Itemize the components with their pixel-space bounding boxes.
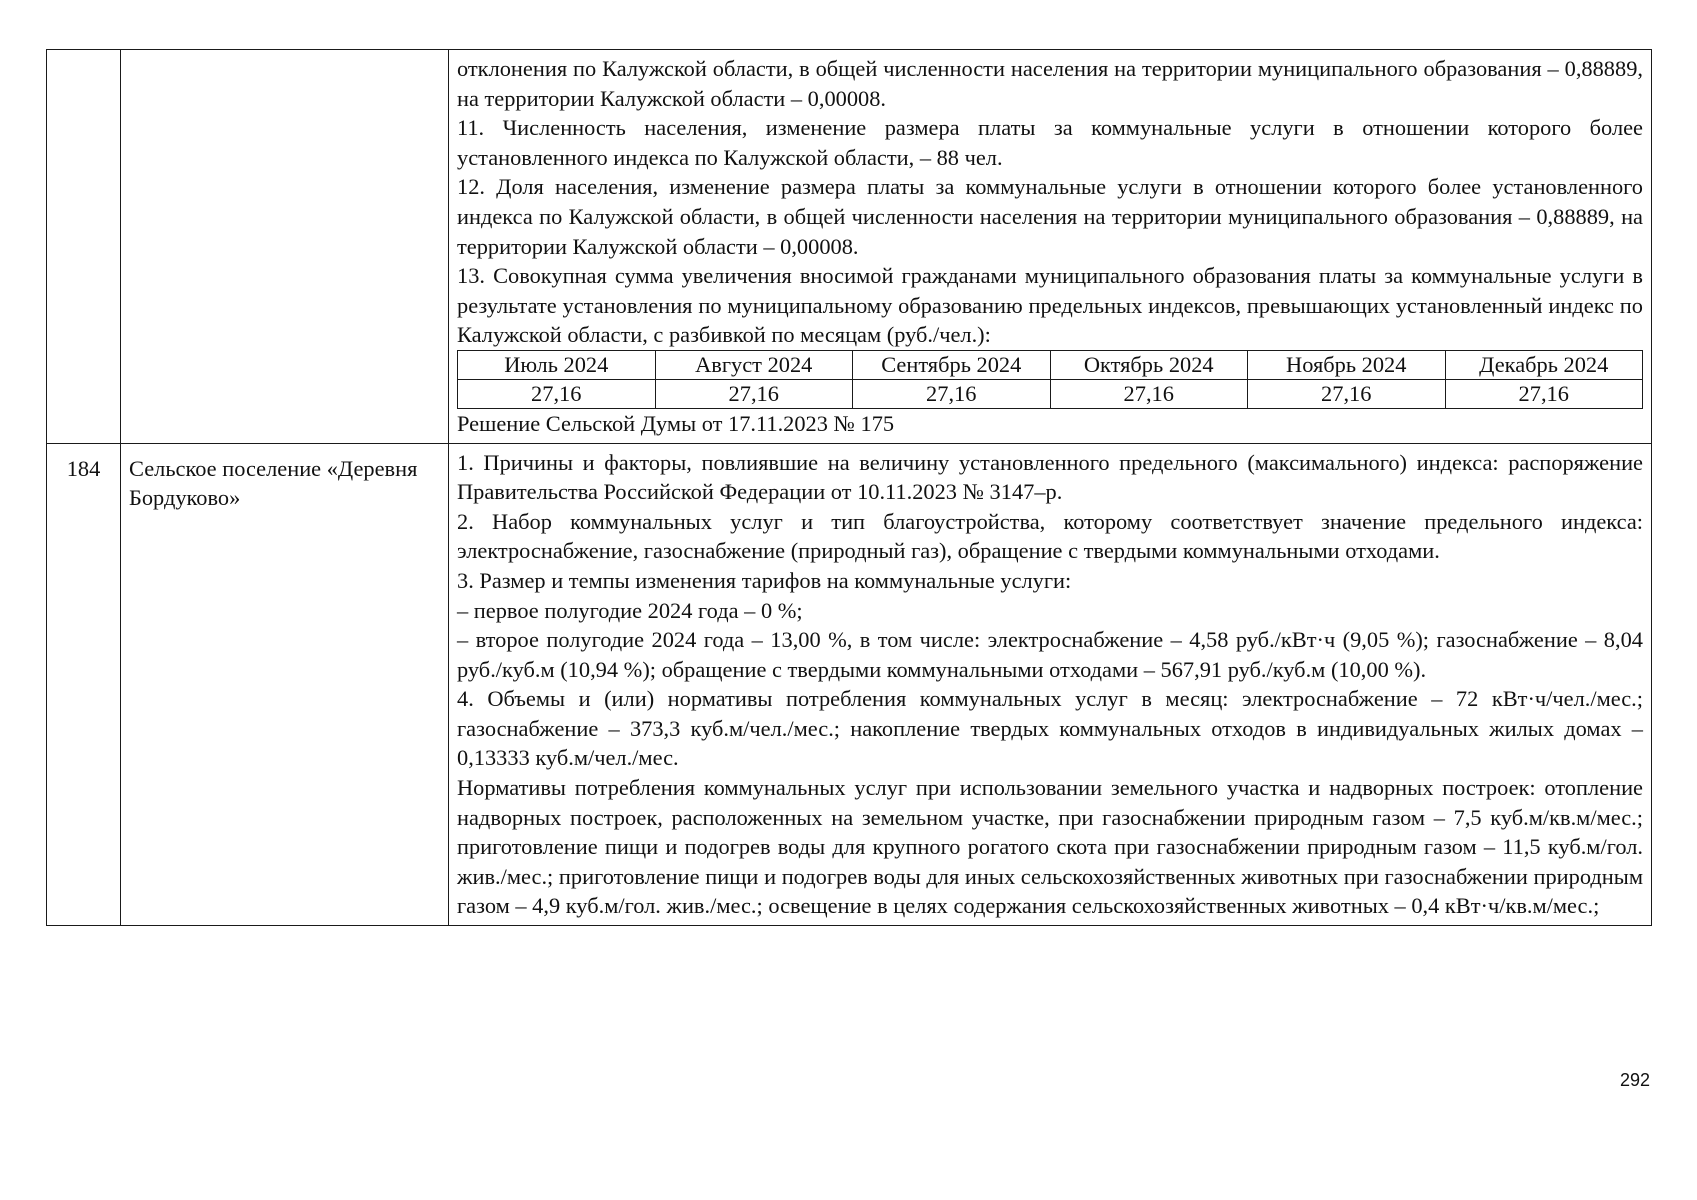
month-header: Август 2024 (655, 350, 853, 379)
months-value-row (458, 379, 1643, 408)
paragraph: Нормативы потребления коммунальных услуг при использовании земельного участка и надворных построек: отопление надворных построек, расположенных на земельном участке, при газоснабжении природным газом – 7,5 куб.м/кв.м/мес.; приготовление пищи и подогрев воды для крупного рогатого скота при газоснабжении природным газом – 11,5 куб.м/гол. жив./мес.; приготовление пищи и подогрев воды для иных сельскохозяйственных животных при газоснабжении природным газом – 4,9 куб.м/гол. жив./мес.; освещение в целях содержания сельскохозяйственных животных – 0,4 кВт·ч/кв.м/мес.; (457, 775, 1643, 919)
table-row (47, 50, 1652, 444)
month-value: 27,16 (1248, 379, 1446, 408)
row-number-cell (47, 50, 121, 444)
page-number: 292 (1620, 1070, 1651, 1090)
paragraph: отклонения по Калужской области, в общей численности населения на территории муниципального образования – 0,88889, на территории Калужской области – 0,00008. (457, 56, 1643, 111)
month-value: 27,16 (1050, 379, 1248, 408)
paragraph: – второе полугодие 2024 года – 13,00 %, в том числе: электроснабжение – 4,58 руб./кВт·ч (9,05 %); газоснабжение – 8,04 руб./куб.м (10,94 %); обращение с твердыми коммунальными отходами – 567,91 руб./куб.м (10,00 %). (457, 627, 1643, 682)
month-header: Ноябрь 2024 (1248, 350, 1446, 379)
paragraph: 11. Численность населения, изменение размера платы за коммунальные услуги в отношении которого более установленного индекса по Калужской области, – 88 чел. (457, 115, 1643, 170)
indices-table (46, 49, 1652, 926)
paragraph: 3. Размер и темпы изменения тарифов на коммунальные услуги: (457, 567, 1072, 593)
month-header: Октябрь 2024 (1050, 350, 1248, 379)
paragraph: 4. Объемы и (или) нормативы потребления коммунальных услуг в месяц: электроснабжение – 72 кВт·ч/чел./мес.; газоснабжение – 373,3 куб.м/чел./мес.; накопление твердых коммунальных отходов в индивидуальных жилых домах – 0,13333 куб.м/чел./мес. (457, 686, 1643, 771)
paragraph: 2. Набор коммунальных услуг и тип благоустройства, которому соответствует значение предельного индекса: электроснабжение, газоснабжение (природный газ), обращение с твердыми коммунальными отходами. (457, 508, 1643, 564)
decision-text: Решение Сельской Думы от 17.11.2023 № 175 (457, 410, 895, 436)
paragraph: 1. Причины и факторы, повлиявшие на величину установленного предельного (максимального) индекса: распоряжение Правительства Российской Федерации от 10.11.2023 № 3147–р. (457, 449, 1643, 505)
municipality-name-cell: Сельское поселение «Деревня Бордуково» (121, 443, 449, 926)
months-header-row (458, 350, 1643, 379)
table-row (47, 443, 1652, 926)
month-value: 27,16 (458, 379, 656, 408)
paragraph: 13. Совокупная сумма увеличения вносимой гражданами муниципального образования платы за коммунальные услуги в результате установления по муниципальному образованию предельных индексов, превышающих установленный индекс по Калужской области, с разбивкой по месяцам (руб./чел.): (457, 263, 1643, 348)
month-header: Июль 2024 (458, 350, 656, 379)
month-header: Декабрь 2024 (1445, 350, 1643, 379)
row-content-cell (449, 50, 1652, 444)
month-value: 27,16 (853, 379, 1051, 408)
paragraph: 12. Доля населения, изменение размера платы за коммунальные услуги в отношении которого более установленного индекса по Калужской области, в общей численности населения на территории муниципального образования – 0,88889, на территории Калужской области – 0,00008. (457, 174, 1643, 259)
month-value: 27,16 (1445, 379, 1643, 408)
paragraph: – первое полугодие 2024 года – 0 %; (457, 597, 803, 623)
row-content-cell (449, 443, 1652, 926)
row-number-cell: 184 (47, 443, 121, 926)
municipality-name-cell (121, 50, 449, 444)
month-value: 27,16 (655, 379, 853, 408)
monthly-increase-table (457, 350, 1643, 409)
month-header: Сентябрь 2024 (853, 350, 1051, 379)
